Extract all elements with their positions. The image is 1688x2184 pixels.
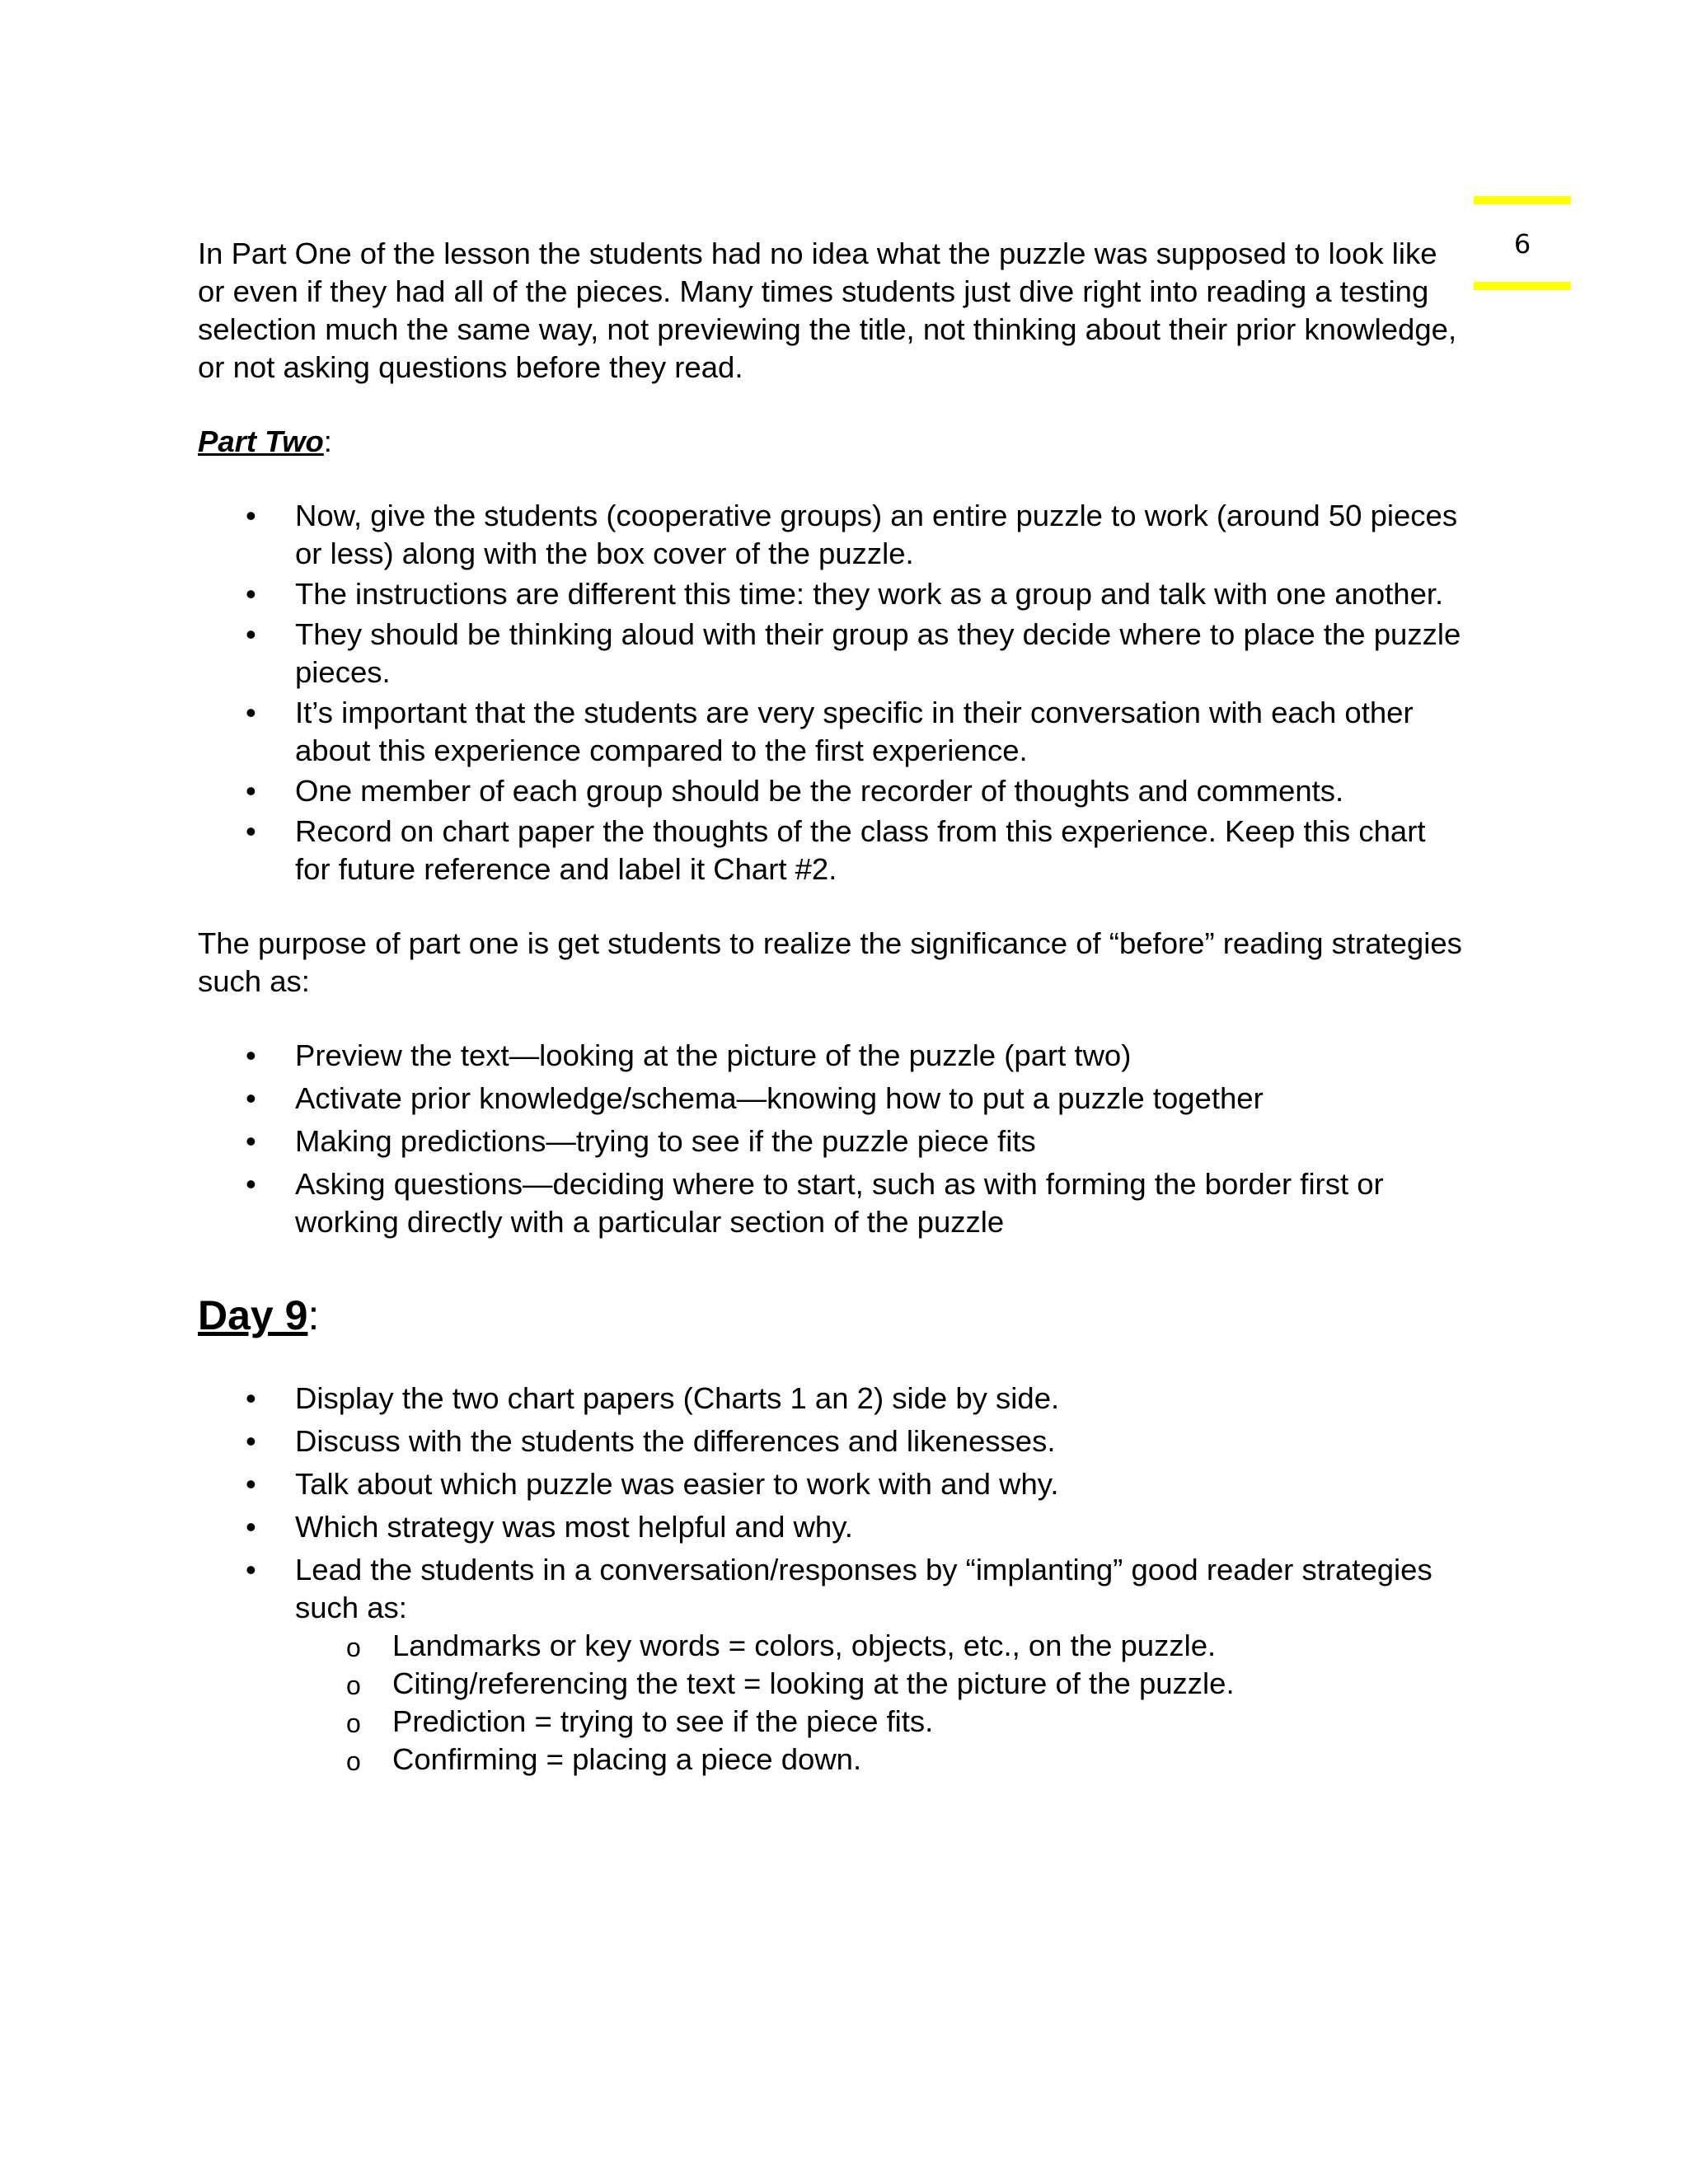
part-two-colon: : [323,424,332,458]
page-number: 6 [1513,228,1531,260]
part-two-label: Part Two [198,424,324,458]
list-item: • They should be thinking aloud with their group as they decide where to place the puzzle pieces. [198,616,1467,691]
sub-list-item: o Confirming = placing a piece down. [295,1741,1467,1779]
sub-list-item: o Prediction = trying to see if the piece fits. [295,1703,1467,1741]
list-item: • Making predictions—trying to see if the puzzle piece fits [198,1122,1467,1160]
list-item: • Now, give the students (cooperative groups) an entire puzzle to work (around 50 pieces or less) along with the box cover of the puzzle. [198,497,1467,573]
list-item: • Record on chart paper the thoughts of the class from this experience. Keep this chart for future reference and label it Chart #2. [198,813,1467,888]
list-item: • The instructions are different this time: they work as a group and talk with one another. [198,575,1467,613]
highlight-bar-top [1474,196,1571,204]
list-item: • Display the two chart papers (Charts 1 an 2) side by side. [198,1380,1467,1418]
intro-paragraph: In Part One of the lesson the students had no idea what the puzzle was supposed to look like or even if they had all of the pieces. Many times students just dive right into reading a testing selection much the same way, not previewing the title, not thinking about their prior knowledge, or not asking questions before they read. [198,237,1457,384]
day-9-list [198,1380,1467,1779]
list-item: • Asking questions—deciding where to start, such as with forming the border first or working directly with a particular section of the puzzle [198,1165,1467,1241]
sub-list-item: o Landmarks or key words = colors, objects, etc., on the puzzle. [295,1627,1467,1665]
list-item-text: Lead the students in a conversation/responses by “implanting” good reader strategies such as: [295,1553,1432,1624]
list-item: • It’s important that the students are very specific in their conversation with each other about this experience compared to the first experience. [198,694,1467,770]
document-body [198,235,1467,1815]
list-item: • Preview the text—looking at the picture of the puzzle (part two) [198,1037,1467,1075]
day-9-label: Day 9 [198,1292,308,1338]
list-item: • Discuss with the students the differences and likenesses. [198,1422,1467,1460]
highlight-bar-bottom [1474,282,1571,290]
list-item: • One member of each group should be the recorder of thoughts and comments. [198,772,1467,810]
list-item: • Which strategy was most helpful and why. [198,1508,1467,1546]
page-number-box [1474,196,1571,290]
day-9-sublist [295,1627,1467,1779]
strategies-list [198,1037,1467,1241]
list-item: • Talk about which puzzle was easier to work with and why. [198,1465,1467,1503]
day-9-colon: : [307,1292,320,1338]
part-two-heading [198,423,1467,461]
list-item-with-sublist [198,1551,1467,1779]
day-9-heading [198,1291,1467,1340]
sub-list-item: o Citing/referencing the text = looking at the picture of the puzzle. [295,1665,1467,1703]
list-item: • Activate prior knowledge/schema—knowing how to put a puzzle together [198,1080,1467,1118]
purpose-paragraph: The purpose of part one is get students to realize the significance of “before” reading strategies such as: [198,926,1462,998]
part-two-list [198,497,1467,888]
